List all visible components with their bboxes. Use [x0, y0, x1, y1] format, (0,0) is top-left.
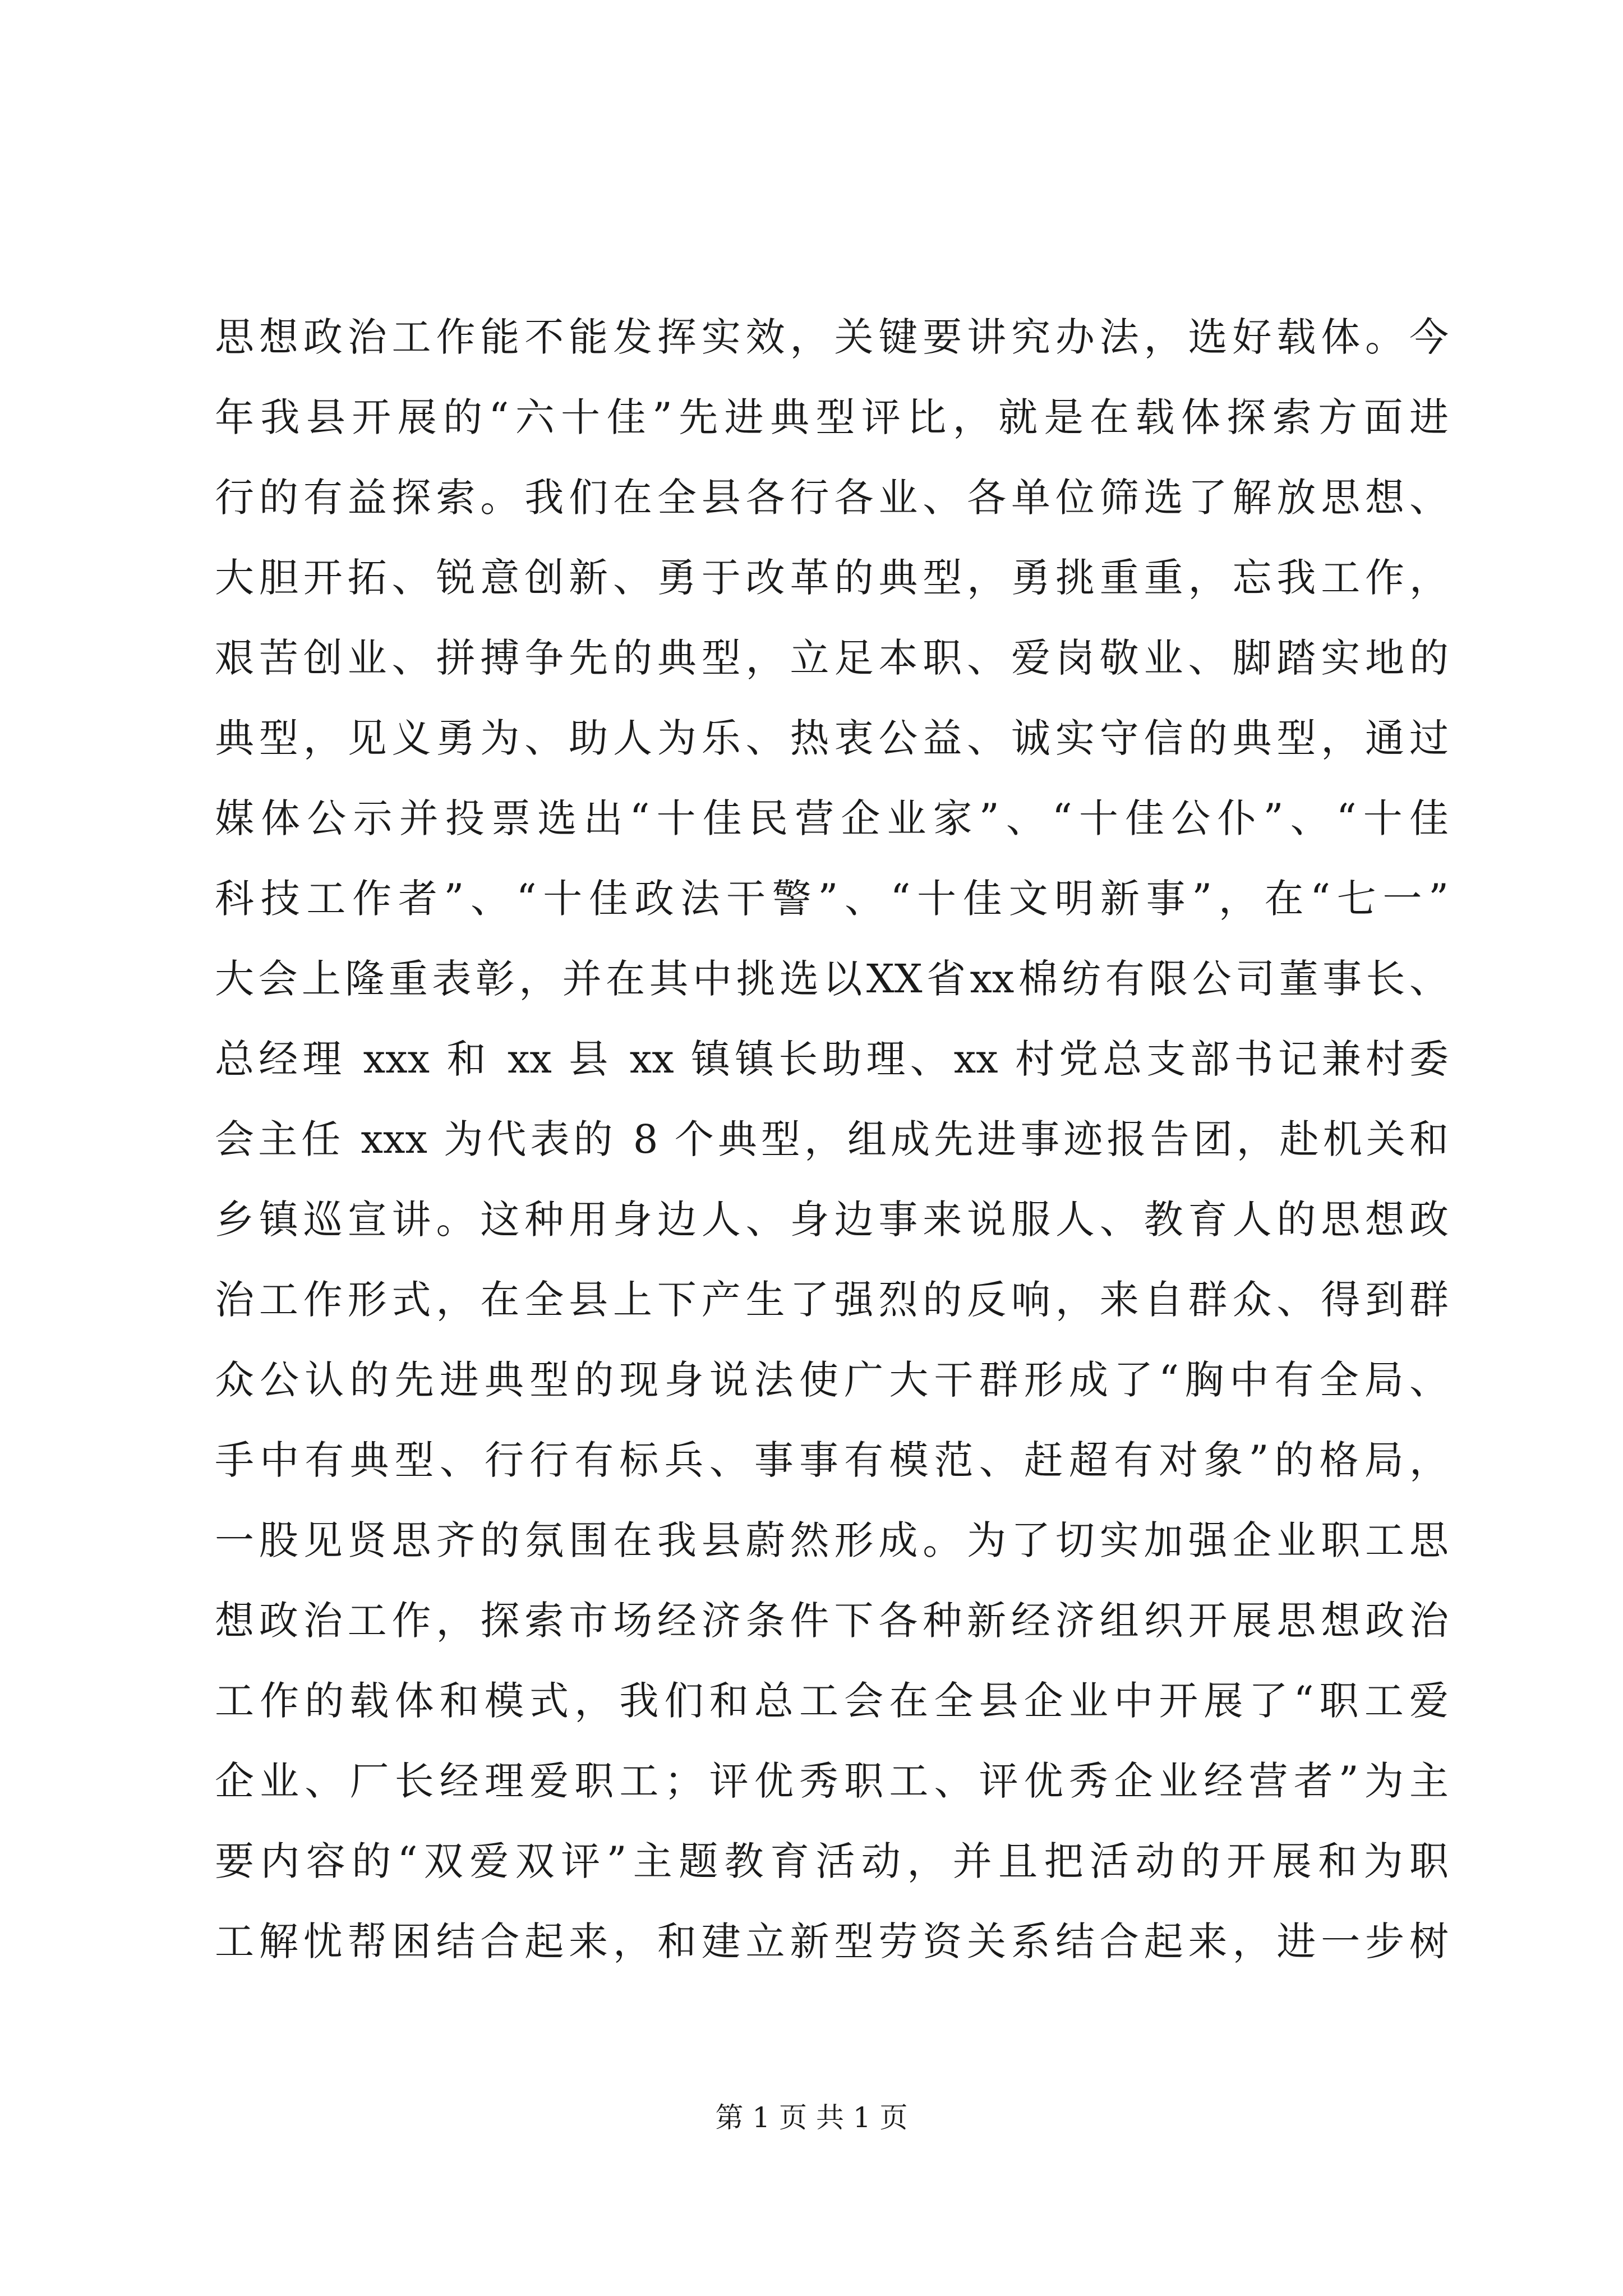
- text-line-18: 工作的载体和模式，我们和总工会在全县企业中开展了“职工爱: [215, 1678, 1449, 1724]
- text-line-8: 科技工作者”、“十佳政法干警”、“十佳文明新事”，在“七一”: [215, 876, 1449, 922]
- page-footer: [0, 2098, 1623, 2137]
- body-text: [215, 297, 1449, 1982]
- text-line-21: 工解忧帮困结合起来，和建立新型劳资关系结合起来，进一步树: [215, 1918, 1449, 1964]
- text-line-4: 大胆开拓、锐意创新、勇于改革的典型，勇挑重重，忘我工作，: [215, 555, 1449, 601]
- text-line-14: 众公认的先进典型的现身说法使广大干群形成了“胸中有全局、: [215, 1357, 1449, 1403]
- text-line-15: 手中有典型、行行有标兵、事事有模范、赶超有对象”的格局，: [215, 1437, 1449, 1483]
- text-line-19: 企业、厂长经理爱职工；评优秀职工、评优秀企业经营者”为主: [215, 1758, 1449, 1804]
- text-line-6: 典型，见义勇为、助人为乐、热衷公益、诚实守信的典型，通过: [215, 715, 1449, 761]
- text-line-2: 年我县开展的“六十佳”先进典型评比，就是在载体探索方面进: [215, 394, 1449, 440]
- text-line-11: 会主任 xxx 为代表的 8 个典型，组成先进事迹报告团，赴机关和: [215, 1116, 1449, 1162]
- text-line-16: 一股见贤思齐的氛围在我县蔚然形成。为了切实加强企业职工思: [215, 1517, 1449, 1563]
- text-line-3: 行的有益探索。我们在全县各行各业、各单位筛选了解放思想、: [215, 475, 1449, 521]
- text-line-17: 想政治工作，探索市场经济条件下各种新经济组织开展思想政治: [215, 1598, 1449, 1644]
- text-line-12: 乡镇巡宣讲。这种用身边人、身边事来说服人、教育人的思想政: [215, 1197, 1449, 1243]
- text-line-7: 媒体公示并投票选出“十佳民营企业家”、“十佳公仆”、“十佳: [215, 795, 1449, 841]
- text-line-5: 艰苦创业、拼搏争先的典型，立足本职、爱岗敬业、脚踏实地的: [215, 635, 1449, 681]
- text-line-9: 大会上隆重表彰，并在其中挑选以XX省xx棉纺有限公司董事长、: [215, 956, 1449, 1002]
- text-line-13: 治工作形式，在全县上下产生了强烈的反响，来自群众、得到群: [215, 1277, 1449, 1323]
- text-line-20: 要内容的“双爱双评”主题教育活动，并且把活动的开展和为职: [215, 1838, 1449, 1884]
- text-line-1: 思想政治工作能不能发挥实效，关键要讲究办法，选好载体。今: [215, 314, 1449, 360]
- text-line-10: 总经理 xxx 和 xx 县 xx 镇镇长助理、xx 村党总支部书记兼村委: [215, 1036, 1449, 1082]
- page-number-label: 第 1 页 共 1 页: [715, 2101, 908, 2134]
